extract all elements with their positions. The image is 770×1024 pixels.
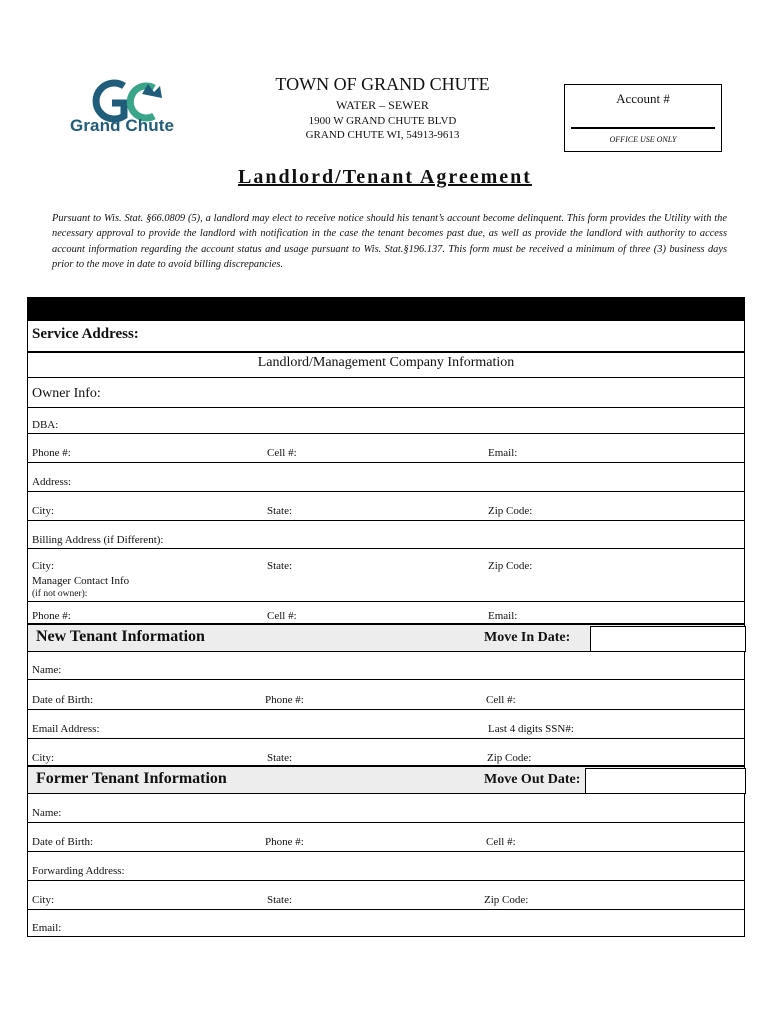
service-address-label: Service Address: (32, 326, 139, 342)
billing-city-label: City: (32, 560, 55, 572)
manager-cell-label: Cell #: (267, 610, 297, 622)
former-tenant-city-label: City: (32, 894, 55, 906)
new-tenant-city-label: City: (32, 752, 55, 764)
divider (27, 880, 745, 881)
forwarding-address-label: Forwarding Address: (32, 865, 125, 877)
grand-chute-logo (62, 76, 194, 148)
divider (27, 601, 745, 602)
billing-address-label: Billing Address (if Different): (32, 534, 164, 546)
divider (27, 851, 745, 852)
divider (27, 433, 745, 434)
divider (27, 407, 745, 408)
billing-state-label: State: (267, 560, 293, 572)
form-frame (27, 297, 745, 937)
town-title: TOWN OF GRAND CHUTE (275, 74, 490, 94)
former-tenant-email-label: Email: (32, 922, 62, 934)
owner-state-label: State: (267, 505, 293, 517)
manager-contact-label: Manager Contact Info (32, 575, 130, 587)
dba-label: DBA: (32, 419, 59, 431)
account-number-line[interactable] (571, 127, 715, 129)
divider (27, 822, 745, 823)
account-box (564, 84, 722, 152)
former-tenant-cell-label: Cell #: (486, 836, 516, 848)
divider (27, 351, 745, 353)
document-title: Landlord/Tenant Agreement (238, 166, 532, 188)
new-tenant-state-label: State: (267, 752, 293, 764)
move-out-date-label: Move Out Date: (484, 772, 581, 787)
divider (27, 548, 745, 549)
billing-zip-label: Zip Code: (488, 560, 533, 572)
move-in-date-label: Move In Date: (484, 630, 571, 645)
new-tenant-dob-label: Date of Birth: (32, 694, 94, 706)
divider (27, 738, 745, 739)
divider (27, 520, 745, 521)
new-tenant-ssn-label: Last 4 digits SSN#: (488, 723, 574, 735)
former-tenant-zip-label: Zip Code: (484, 894, 529, 906)
account-label: Account # (616, 91, 670, 106)
former-tenant-name-label: Name: (32, 807, 62, 819)
former-tenant-state-label: State: (267, 894, 293, 906)
owner-cell-label: Cell #: (267, 447, 297, 459)
new-tenant-phone-label: Phone #: (265, 694, 304, 706)
owner-address-label: Address: (32, 476, 72, 488)
address-line-1: 1900 W GRAND CHUTE BLVD (308, 115, 457, 127)
form-header-bar (27, 297, 745, 321)
former-tenant-heading: Former Tenant Information (36, 770, 227, 787)
new-tenant-zip-label: Zip Code: (487, 752, 532, 764)
divider (27, 909, 745, 910)
former-tenant-phone-label: Phone #: (265, 836, 304, 848)
manager-email-label: Email: (488, 610, 518, 622)
address-line-2: GRAND CHUTE WI, 54913-9613 (305, 129, 460, 141)
new-tenant-heading: New Tenant Information (36, 628, 205, 645)
owner-info-label: Owner Info: (32, 386, 101, 401)
divider (27, 491, 745, 492)
if-not-owner-label: (if not owner): (32, 589, 88, 599)
divider (27, 651, 745, 652)
divider (27, 679, 745, 680)
new-tenant-name-label: Name: (32, 664, 62, 676)
manager-phone-label: Phone #: (32, 610, 71, 622)
new-tenant-cell-label: Cell #: (486, 694, 516, 706)
move-out-date-field[interactable] (585, 768, 746, 794)
logo-text: Grand Chute (70, 116, 175, 135)
divider (27, 377, 745, 378)
divider (27, 793, 745, 794)
former-tenant-dob-label: Date of Birth: (32, 836, 94, 848)
move-in-date-field[interactable] (590, 626, 746, 652)
landlord-heading: Landlord/Management Company Information (257, 355, 515, 370)
intro-paragraph: Pursuant to Wis. Stat. §66.0809 (5), a landlord may elect to receive notice should his tenant’s account become delinquent. This form provides the Utility with the necessary approval to provide the landlord with notification in the case the tenant becomes past due, as well as provide the landlord with authority to access account information regarding the account status and usage pursuant to Wis. Stat.§196.137. This form must be received a minimum of three (3) business days prior to the move in date to avoid billing discrepancies. (52, 213, 727, 270)
owner-city-label: City: (32, 505, 55, 517)
divider (27, 709, 745, 710)
new-tenant-email-label: Email Address: (32, 723, 100, 735)
owner-zip-label: Zip Code: (488, 505, 533, 517)
divider (27, 462, 745, 463)
owner-phone-label: Phone #: (32, 447, 71, 459)
office-use-only: OFFICE USE ONLY (609, 135, 677, 144)
department: WATER – SEWER (336, 98, 429, 112)
owner-email-label: Email: (488, 447, 518, 459)
